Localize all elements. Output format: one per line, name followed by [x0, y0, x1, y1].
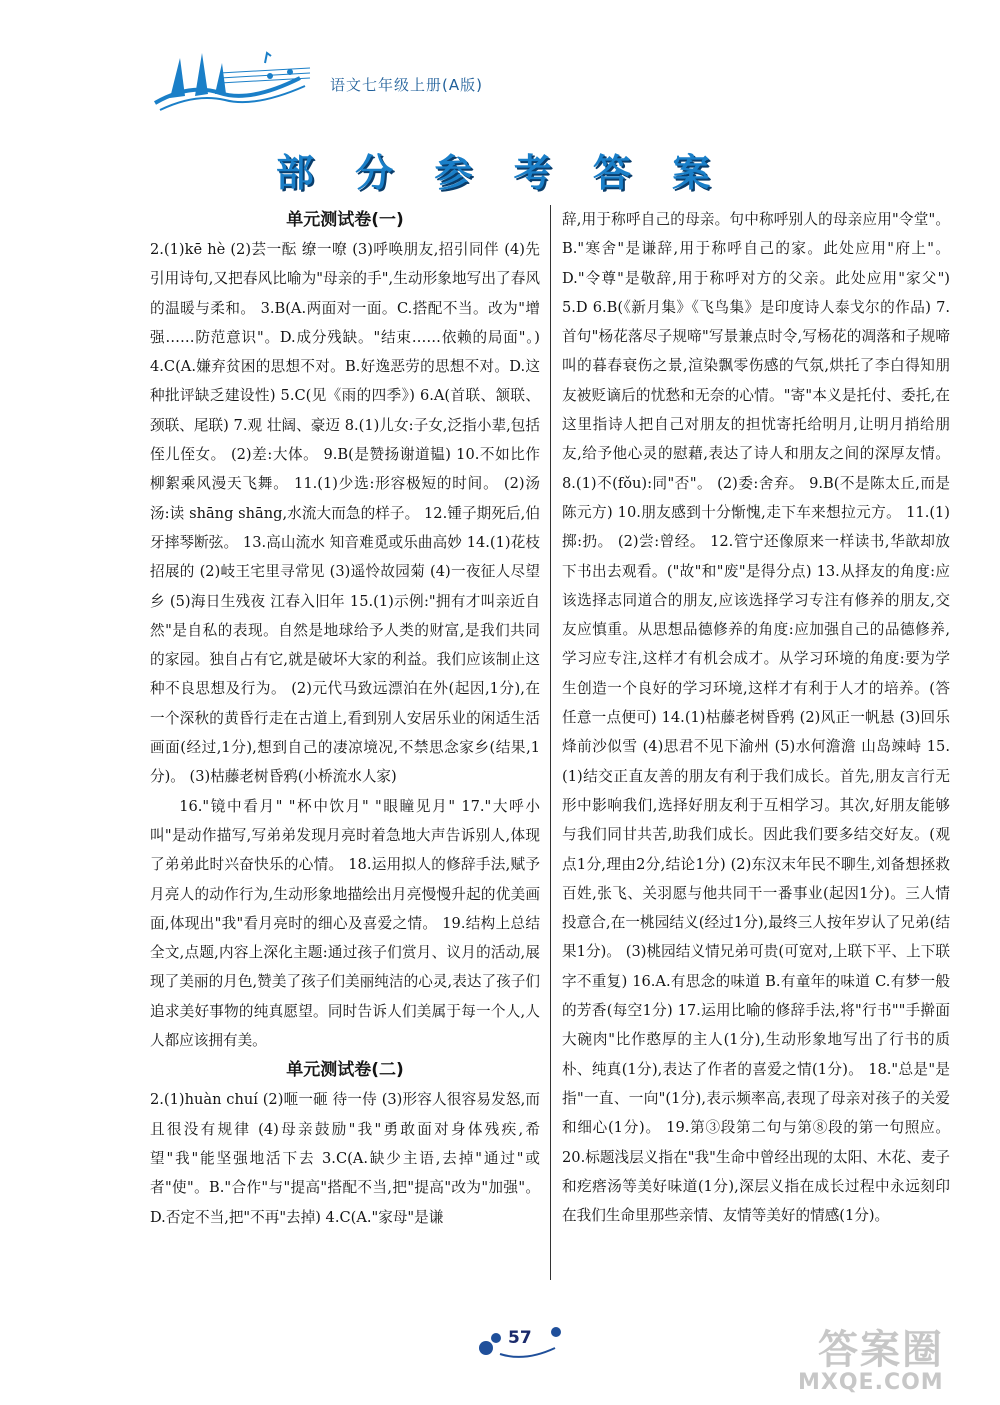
page-number: 57 [508, 1328, 532, 1348]
section-title-unit-test-1: 单元测试卷(一) [286, 210, 404, 230]
page-title: 部 分 参 考 答 案 [275, 151, 725, 195]
section-title-unit-test-2: 单元测试卷(二) [286, 1060, 404, 1081]
answer-paragraph: 2.(1)kē hè (2)芸一酝 缭一嘹 (3)呼唤朋友,招引同伴 (4)先引用诗句,又把春风比喻为"母亲的手",生动形象地写出了春风的温暖与柔和。 3.B(A.两面对一面。C.搭配不当。改为"增强……防范意识"。D.成分残缺。"结束……依赖的局面"。) 4.C(A.嫌弃贫困的思想不对。B.好逸恶劳的思想不对。D.这种批评缺乏建设性) 5.C(见《雨的四季》) 6.A(首联、颔联、颈联、尾联) 7.观 壮阔、豪迈 8.(1)儿女:子女,泛指小辈,包括侄儿侄女。 (2)差:大体。 9.B(是赞扬谢道韫) 10.不如比作柳絮乘风漫天飞舞。 11.(1)少选:形容极短的时间。 (2)汤汤:读 shāng shāng,水流大而急的样子。 12.锺子期死后,伯牙摔琴断弦。 13.高山流水 知音难觅或乐曲高妙 14.(1)花枝招展的 (2)岐王宅里寻常见 (3)遥怜故园菊 (4)一夜征人尽望乡 (5)海日生残夜 江春入旧年 15.(1)示例:"拥有才叫亲近自然"是自私的表现。自然是地球给予人类的财富,是我们共同的家园。独自占有它,就是破坏大家的利益。我们应该制止这种不良思想及行为。 (2)元代马致远漂泊在外(起因,1分),在一个深秋的黄昏行走在古道上,看到别人安居乐业的闲适生活画面(经过,1分),想到自己的凄凉境况,不禁思念家乡(结果,1分)。 (3)枯藤老树昏鸦(小桥流水人家) [150, 241, 540, 786]
answer-paragraph: 辞,用于称呼自己的母亲。句中称呼别人的母亲应用"令堂"。B."寒舍"是谦辞,用于称呼自己的家。此处应用"府上"。D."令尊"是敬辞,用于称呼对方的父亲。此处应用"家父") 5.D 6.B(《新月集》《飞鸟集》是印度诗人泰戈尔的作品) 7.首句"杨花落尽子规啼"写景兼点时令,写杨花的凋落和子规啼叫的暮春衰伤之景,渲染飘零伤感的气氛,烘托了李白得知朋友被贬谪后的忧愁和无奈的心情。"寄"本义是托付、委托,在这里指诗人把自己对朋友的担忧寄托给明月,让明月捎给朋友,给予他心灵的慰藉,表达了诗人和朋友之间的深厚友情。 8.(1)不(fǒu):同"否"。 (2)委:舍弃。 9.B(不是陈太丘,而是陈元方) 10.朋友感到十分惭愧,走下车来想拉元方。 11.(1)掷:扔。 (2)尝:曾经。 12.管宁还像原来一样读书,华歆却放下书出去观看。("故"和"废"是得分点) 13.从择友的角度:应该选择志同道合的朋友,应该选择学习专注有修养的朋友,交友应慎重。从思想品德修养的角度:应加强自己的品德修养,学习应专注,这样才有机会成才。从学习环境的角度:要为学生创造一个良好的学习环境,这样才有利于人才的培养。(答任意一点便可) 14.(1)枯藤老树昏鸦 (2)风正一帆悬 (3)回乐烽前沙似雪 (4)思君不见下渝州 (5)水何澹澹 山岛竦峙 15.(1)结交正直友善的朋友有利于我们成长。首先,朋友言行无形中影响我们,选择好朋友利于互相学习。其次,好朋友能够与我们同甘共苦,助我们成长。因此我们要多结交好友。(观点1分,理由2分,结论1分) (2)东汉末年民不聊生,刘备想拯救百姓,张飞、关羽愿与他共同干一番事业(起因1分)。三人情投意合,在一桃园结义(经过1分),最终三人按年岁认了兄弟(结果1分)。 (3)桃园结义情兄弟可贵(可宽对,上联下平、上下联字不重复) 16.A.有思念的味道 B.有童年的味道 C.有梦一般的芳香(每空1分) 17.运用比喻的修辞手法,将"行书""手擀面大碗肉"比作憨厚的主人(1分),生动形象地写出了行书的质朴、纯真(1分),表达了作者的喜爱之情(1分)。 18."总是"是指"一直、一向"(1分),表示频率高,表现了母亲对孩子的关爱和细心(1分)。 19.第③段第二句与第⑧段的第一句照应。 20.标题浅层义指在"我"生命中曾经出现的太阳、木花、麦子和疙瘩汤等美好味道(1分),深层义指在成长过程中永远刻印在我们生命里那些亲情、友情等美好的情感(1分)。 [562, 211, 950, 1225]
answer-paragraph: 16."镜中看月" "杯中饮月" "眼瞳见月" 17."大呼小叫"是动作描写,写弟弟发现月亮时着急地大声告诉别人,体现了弟弟此时兴奋快乐的心情。 18.运用拟人的修辞手法,赋予月亮人的动作行为,生动形象地描绘出月亮慢慢升起的优美画面,体现出"我"看月亮时的细心及喜爱之情。 19.结构上总结全文,点题,内容上深化主题:通过孩子们赏月、议月的活动,展现了美丽的月色,赞美了孩子们美丽纯洁的心灵,表达了孩子们追求美好事物的纯真愿望。同时告诉人们美属于每一个人,人人都应该拥有美。 [150, 797, 540, 1050]
book-music-logo-icon [150, 48, 325, 118]
page-number-badge [470, 1318, 580, 1362]
watermark-logo-text: 答案圈 [818, 1327, 944, 1373]
watermark-url: MXQE.COM [798, 1370, 944, 1395]
book-series-title: 语文七年级上册(A版) [330, 76, 483, 94]
site-watermark [788, 1318, 988, 1403]
answer-paragraph: 2.(1)huàn chuí (2)咂一砸 待一侍 (3)形容人很容易发怒,而且很没有规律 (4)母亲鼓励"我"勇敢面对身体残疾,希望"我"能坚强地活下去 3.C(A.缺少主语,去掉"通过"或者"使"。B."合作"与"提高"搭配不当,把"提高"改为"加强"。D.否定不当,把"不再"去掉) 4.C(A."家母"是谦 [150, 1091, 540, 1226]
left-column [150, 205, 540, 1232]
right-column [562, 205, 950, 1230]
page-header [150, 48, 550, 128]
column-divider [550, 205, 551, 1280]
